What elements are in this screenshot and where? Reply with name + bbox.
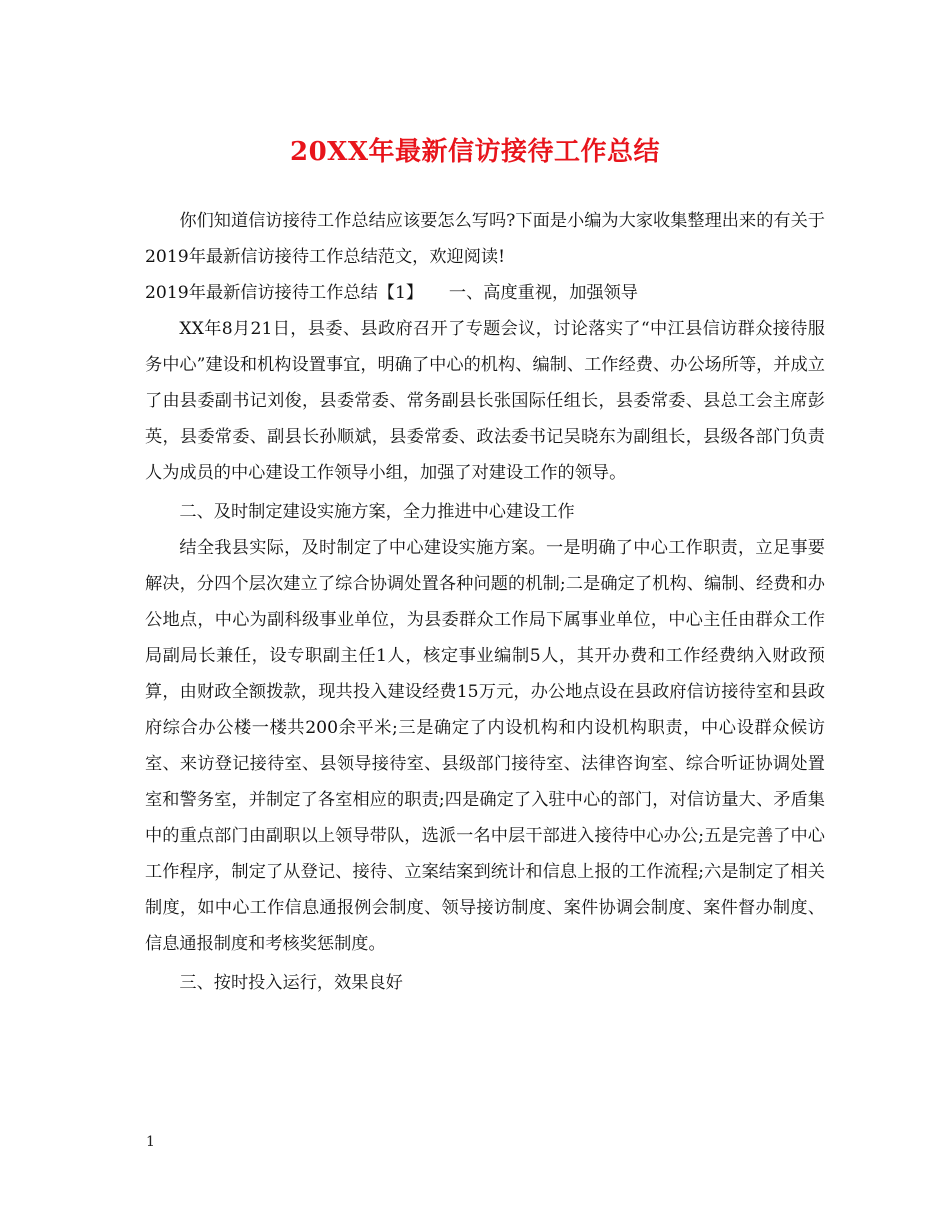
intro-paragraph: 你们知道信访接待工作总结应该要怎么写吗?下面是小编为大家收集整理出来的有关于2019年最新信访接待工作总结范文，欢迎阅读! xyxy=(145,211,825,267)
section-heading-3: 三、按时投入运行，效果良好 xyxy=(179,973,403,993)
document-title: 20XX年最新信访接待工作总结 xyxy=(289,137,661,167)
document-body xyxy=(145,203,825,1001)
section-heading-1: 2019年最新信访接待工作总结【1】 一、高度重视，加强领导 xyxy=(145,283,638,303)
section-heading-2: 二、及时制定建设实施方案，全力推进中心建设工作 xyxy=(179,502,575,522)
page-number: 1 xyxy=(146,1134,155,1150)
paragraph-leadership: XX年8月21日，县委、县政府召开了专题会议，讨论落实了“中江县信访群众接待服务中心”建设和机构设置事宜，明确了中心的机构、编制、工作经费、办公场所等，并成立了由县委副书记刘俊，县委常委、常务副县长张国际任组长，县委常委、县总工会主席彭英，县委常委、副县长孙顺斌，县委常委、政法委书记吴晓东为副组长，县级各部门负责人为成员的中心建设工作领导小组，加强了对建设工作的领导。 xyxy=(145,319,825,483)
paragraph-implementation: 结全我县实际，及时制定了中心建设实施方案。一是明确了中心工作职责，立足事要解决，分四个层次建立了综合协调处置各种问题的机制;二是确定了机构、编制、经费和办公地点，中心为副科级事业单位，为县委群众工作局下属事业单位，中心主任由群众工作局副局长兼任，设专职副主任1人，核定事业编制5人，其开办费和工作经费纳入财政预算，由财政全额拨款，现共投入建设经费15万元，办公地点设在县政府信访接待室和县政府综合办公楼一楼共200余平米;三是确定了内设机构和内设机构职责，中心设群众候访室、来访登记接待室、县领导接待室、县级部门接待室、法律咨询室、综合听证协调处置室和警务室，并制定了各室相应的职责;四是确定了入驻中心的部门，对信访量大、矛盾集中的重点部门由副职以上领导带队，选派一名中层干部进入接待中心办公;五是完善了中心工作程序，制定了从登记、接待、立案结案到统计和信息上报的工作流程;六是制定了相关制度，如中心工作信息通报例会制度、领导接访制度、案件协调会制度、案件督办制度、信息通报制度和考核奖惩制度。 xyxy=(145,538,825,954)
